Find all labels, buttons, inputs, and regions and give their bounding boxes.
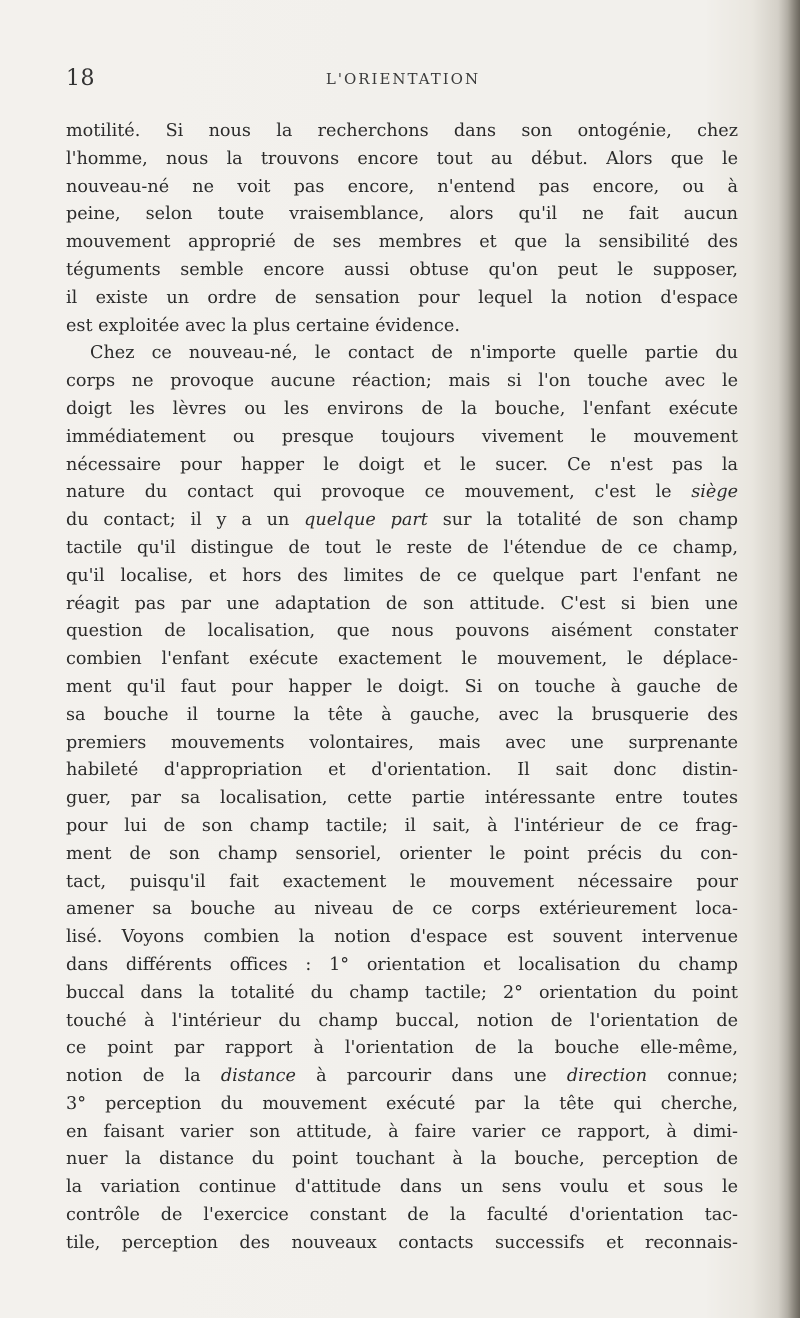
text-line [66, 980, 738, 1008]
text-line [66, 1230, 738, 1258]
text-segment: il existe un ordre de sensation pour lequel la notion d'espace [66, 287, 738, 308]
text-line [66, 535, 738, 563]
text-segment: nuer la distance du point touchant à la bouche, perception de [66, 1149, 738, 1170]
text-segment: immédiatement ou presque toujours vivement le mouvement [66, 426, 738, 447]
text-line [66, 702, 738, 730]
text-line [66, 396, 738, 424]
text-segment: doigt les lèvres ou les environs de la bouche, l'enfant exécute [66, 398, 738, 419]
text-segment: nature du contact qui provoque ce mouvement, c'est le [66, 482, 692, 503]
text-segment: ment qu'il faut pour happer le doigt. Si on touche à gauche de [66, 676, 738, 697]
text-line [66, 841, 738, 869]
text-segment: ment de son champ sensoriel, orienter le point précis du con- [66, 843, 738, 864]
text-line [66, 730, 738, 758]
text-line [66, 1119, 738, 1147]
text-segment: lisé. Voyons combien la notion d'espace est souvent intervenue [66, 927, 738, 948]
text-line [66, 368, 738, 396]
text-segment: connue; [647, 1066, 738, 1087]
text-segment: sur la totalité de son champ [427, 510, 738, 531]
body-text [66, 118, 738, 1258]
page-edge-shadow [778, 0, 800, 1318]
italic-text: quelque part [304, 510, 428, 531]
text-line [66, 563, 738, 591]
text-line [66, 424, 738, 452]
text-segment: en faisant varier son attitude, à faire varier ce rapport, à dimi- [66, 1121, 738, 1142]
text-segment: sa bouche il tourne la tête à gauche, avec la brusquerie des [66, 704, 738, 725]
text-segment: à parcourir dans une [295, 1066, 567, 1087]
text-segment: notion de la [66, 1066, 221, 1087]
text-segment: est exploitée avec la plus certaine évidence. [66, 315, 460, 336]
text-line [66, 313, 738, 341]
text-line [66, 646, 738, 674]
text-segment: ce point par rapport à l'orientation de la bouche elle-même, [66, 1038, 738, 1059]
text-segment: l'homme, nous la trouvons encore tout au début. Alors que le [66, 148, 738, 169]
text-line [66, 1063, 738, 1091]
text-line [66, 507, 738, 535]
text-segment: nécessaire pour happer le doigt et le sucer. Ce n'est pas la [66, 454, 738, 475]
text-segment: Chez ce nouveau-né, le contact de n'importe quelle partie du [90, 343, 738, 364]
text-line [66, 757, 738, 785]
text-line [66, 1035, 738, 1063]
text-line [66, 1174, 738, 1202]
text-line [66, 591, 738, 619]
text-line [66, 257, 738, 285]
text-line [66, 201, 738, 229]
text-segment: réagit pas par une adaptation de son attitude. C'est si bien une [66, 593, 738, 614]
italic-text: distance [220, 1066, 296, 1087]
text-segment: tactile qu'il distingue de tout le reste de l'étendue de ce champ, [66, 537, 738, 558]
text-segment: habileté d'appropriation et d'orientation. Il sait donc distin- [66, 760, 738, 781]
text-segment: peine, selon toute vraisemblance, alors qu'il ne fait aucun [66, 204, 738, 225]
text-segment: touché à l'intérieur du champ buccal, notion de l'orientation de [66, 1010, 738, 1031]
text-line [66, 674, 738, 702]
text-line [66, 146, 738, 174]
text-line [66, 340, 738, 368]
text-line [66, 229, 738, 257]
text-segment: combien l'enfant exécute exactement le mouvement, le déplace- [66, 649, 738, 670]
text-segment: qu'il localise, et hors des limites de ce quelque part l'enfant ne [66, 565, 738, 586]
text-line [66, 174, 738, 202]
text-line [66, 896, 738, 924]
text-line [66, 924, 738, 952]
text-segment: tact, puisqu'il fait exactement le mouvement nécessaire pour [66, 871, 738, 892]
text-segment: nouveau-né ne voit pas encore, n'entend pas encore, ou à [66, 176, 738, 197]
text-line [66, 813, 738, 841]
text-segment: mouvement approprié de ses membres et que la sensibilité des [66, 232, 738, 253]
text-line [66, 618, 738, 646]
italic-text: direction [566, 1066, 648, 1087]
text-line [66, 479, 738, 507]
text-segment: amener sa bouche au niveau de ce corps extérieurement loca- [66, 899, 738, 920]
text-segment: du contact; il y a un [66, 510, 305, 531]
text-segment: 3° perception du mouvement exécuté par la tête qui cherche, [66, 1093, 738, 1114]
text-line [66, 869, 738, 897]
text-line [66, 785, 738, 813]
running-title: L'ORIENTATION [325, 70, 481, 88]
text-segment: dans différents offices : 1° orientation et localisation du champ [66, 954, 738, 975]
text-segment: premiers mouvements volontaires, mais avec une surprenante [66, 732, 738, 753]
text-segment: contrôle de l'exercice constant de la faculté d'orientation tac- [66, 1205, 738, 1226]
text-segment: pour lui de son champ tactile; il sait, à l'intérieur de ce frag- [66, 815, 738, 836]
text-segment: question de localisation, que nous pouvons aisément constater [66, 621, 738, 642]
text-segment: la variation continue d'attitude dans un sens voulu et sous le [66, 1177, 738, 1198]
text-segment: tile, perception des nouveaux contacts successifs et reconnais- [66, 1232, 738, 1253]
text-line [66, 118, 738, 146]
text-line [66, 285, 738, 313]
text-line [66, 452, 738, 480]
text-segment: téguments semble encore aussi obtuse qu'on peut le supposer, [66, 259, 738, 280]
text-segment: buccal dans la totalité du champ tactile; 2° orientation du point [66, 982, 738, 1003]
page-number: 18 [66, 66, 95, 91]
italic-text: siège [691, 482, 738, 503]
text-segment: guer, par sa localisation, cette partie intéressante entre toutes [66, 788, 738, 809]
text-line [66, 1146, 738, 1174]
text-line [66, 952, 738, 980]
text-line [66, 1008, 738, 1036]
text-segment: corps ne provoque aucune réaction; mais si l'on touche avec le [66, 371, 738, 392]
text-line [66, 1202, 738, 1230]
page-header [66, 66, 740, 96]
text-line [66, 1091, 738, 1119]
text-segment: motilité. Si nous la recherchons dans son ontogénie, chez [66, 121, 738, 141]
